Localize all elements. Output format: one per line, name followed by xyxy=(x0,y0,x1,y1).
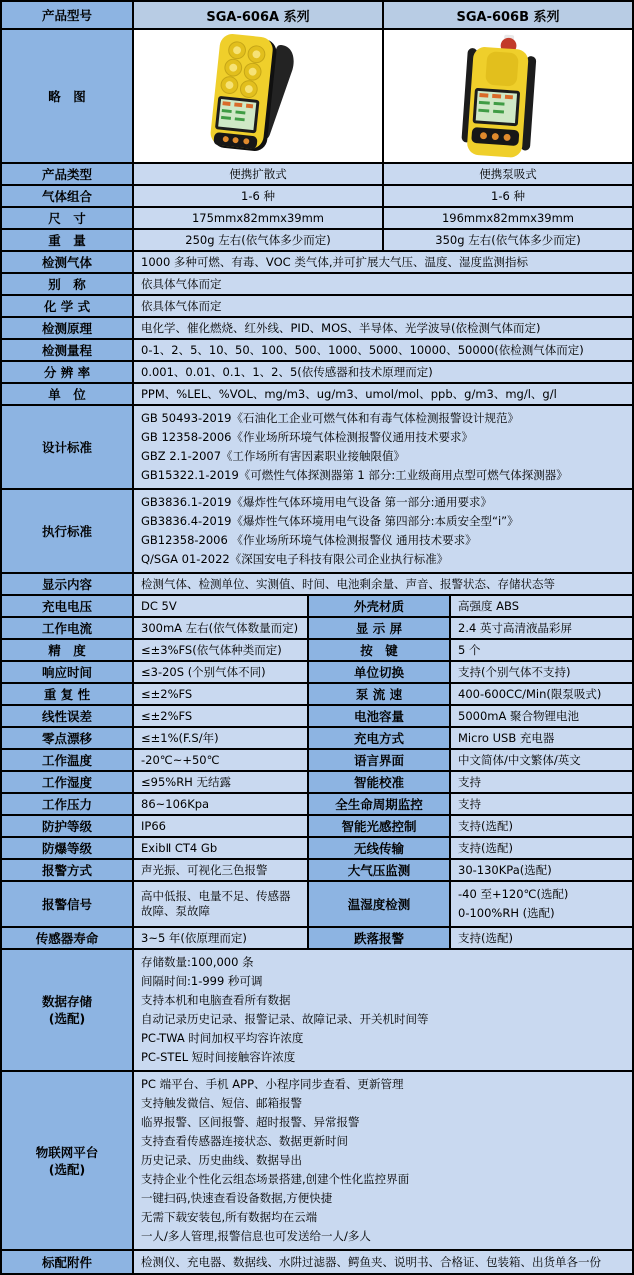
row-alarm-signal xyxy=(2,882,632,926)
value-zero-drift: ≤±1%(F.S/年) xyxy=(134,728,307,748)
row-working-temperature xyxy=(2,750,632,770)
exec-standard-line: GB3836.4-2019《爆炸性气体环境用电气设备 第四部分:本质安全型“i”》 xyxy=(141,514,519,528)
header-product-model-label: 产品型号 xyxy=(2,2,132,28)
row-precision xyxy=(2,640,632,660)
row-detection-range xyxy=(2,340,632,360)
header-series-b: SGA-606B 系列 xyxy=(384,2,632,28)
row-sensor-life xyxy=(2,928,632,948)
value-units: PPM、%LEL、%VOL、mg/m3、ug/m3、umol/mol、ppb、g/m3、mg/l、g/l xyxy=(134,384,632,404)
label-alarm-method: 报警方式 xyxy=(2,860,132,880)
row-working-current xyxy=(2,618,632,638)
label-dimensions: 尺 寸 xyxy=(2,208,132,228)
value-temp-humidity-detection xyxy=(451,882,632,926)
label-buttons: 按 键 xyxy=(309,640,449,660)
header-series-a: SGA-606A 系列 xyxy=(134,2,382,28)
data-storage-line: 自动记录历史记录、报警记录、故障记录、开关机时间等 xyxy=(141,1012,429,1026)
label-lifecycle-monitoring: 全生命周期监控 xyxy=(309,794,449,814)
row-weight xyxy=(2,230,632,250)
value-detected-gases: 1000 多种可燃、有毒、VOC 类气体,并可扩展大气压、温度、湿度监测指标 xyxy=(134,252,632,272)
row-display-content xyxy=(2,574,632,594)
value-product-type-b: 便携泵吸式 xyxy=(384,164,632,184)
row-detection-principle xyxy=(2,318,632,338)
value-charging-method: Micro USB 充电器 xyxy=(451,728,632,748)
label-response-time: 响应时间 xyxy=(2,662,132,682)
value-explosion-proof-rating: ExibⅡ CT4 Gb xyxy=(134,838,307,858)
data-storage-line: PC-STEL 短时间接触容许浓度 xyxy=(141,1050,296,1064)
label-working-current: 工作电流 xyxy=(2,618,132,638)
exec-standard-line: GB3836.1-2019《爆炸性气体环境用电气设备 第一部分:通用要求》 xyxy=(141,495,492,509)
data-storage-line: 支持本机和电脑查看所有数据 xyxy=(141,993,291,1007)
label-sketch: 略 图 xyxy=(2,30,132,162)
value-pump-flow: 400-600CC/Min(限泵吸式) xyxy=(451,684,632,704)
value-precision: ≤±3%FS(依气体种类而定) xyxy=(134,640,307,660)
label-alarm-signal: 报警信号 xyxy=(2,882,132,926)
iot-platform-line: PC 端平台、手机 APP、小程序同步查看、更新管理 xyxy=(141,1077,404,1091)
value-shell-material: 高强度 ABS xyxy=(451,596,632,616)
value-detection-range: 0-1、2、5、10、50、100、500、1000、5000、10000、50000(依检测气体而定) xyxy=(134,340,632,360)
row-protection-rating xyxy=(2,816,632,836)
label-zero-drift: 零点漂移 xyxy=(2,728,132,748)
header-row xyxy=(2,2,632,28)
label-battery-capacity: 电池容量 xyxy=(309,706,449,726)
value-data-storage xyxy=(134,950,632,1070)
value-dimensions-a: 175mmx82mmx39mm xyxy=(134,208,382,228)
row-charging-voltage xyxy=(2,596,632,616)
label-language-ui: 语言界面 xyxy=(309,750,449,770)
value-wireless-transmission: 支持(选配) xyxy=(451,838,632,858)
label-data-storage-line1: 数据存储 xyxy=(41,994,92,1009)
label-wireless-transmission: 无线传输 xyxy=(309,838,449,858)
label-iot-platform xyxy=(2,1072,132,1249)
value-charging-voltage: DC 5V xyxy=(134,596,307,616)
label-working-humidity: 工作湿度 xyxy=(2,772,132,792)
label-repeatability: 重 复 性 xyxy=(2,684,132,704)
value-display-content: 检测气体、检测单位、实测值、时间、电池剩余量、声音、报警状态、存储状态等 xyxy=(134,574,632,594)
temp-humidity-line: -40 至+120℃(选配) xyxy=(458,887,569,901)
label-units: 单 位 xyxy=(2,384,132,404)
row-data-storage xyxy=(2,950,632,1070)
label-detected-gases: 检测气体 xyxy=(2,252,132,272)
value-buttons: 5 个 xyxy=(451,640,632,660)
design-standard-line: GB 12358-2006《作业场所环境气体检测报警仪通用技术要求》 xyxy=(141,430,473,444)
value-weight-b: 350g 左右(依气体多少而定) xyxy=(384,230,632,250)
row-explosion-proof-rating xyxy=(2,838,632,858)
value-sensor-life: 3~5 年(依原理而定) xyxy=(134,928,307,948)
design-standard-line: GB15322.1-2019《可燃性气体探测器第 1 部分:工业级商用点型可燃气体探测器》 xyxy=(141,468,568,482)
label-chemical-formula: 化 学 式 xyxy=(2,296,132,316)
label-display-screen: 显 示 屏 xyxy=(309,618,449,638)
value-protection-rating: IP66 xyxy=(134,816,307,836)
label-detection-principle: 检测原理 xyxy=(2,318,132,338)
row-sketch xyxy=(2,30,632,162)
value-unit-switch: 支持(个别气体不支持) xyxy=(451,662,632,682)
value-response-time: ≤3-20S (个别气体不同) xyxy=(134,662,307,682)
value-working-humidity: ≤95%RH 无结露 xyxy=(134,772,307,792)
iot-platform-line: 一键扫码,快速查看设备数据,方便快捷 xyxy=(141,1191,333,1205)
value-product-type-a: 便携扩散式 xyxy=(134,164,382,184)
row-alias xyxy=(2,274,632,294)
row-gas-combination xyxy=(2,186,632,206)
row-response-time xyxy=(2,662,632,682)
iot-platform-line: 支持企业个性化云组态场景搭建,创建个性化监控界面 xyxy=(141,1172,410,1186)
temp-humidity-line: 0-100%RH (选配) xyxy=(458,906,555,920)
value-alias: 依具体气体而定 xyxy=(134,274,632,294)
value-display-screen: 2.4 英寸高清液晶彩屏 xyxy=(451,618,632,638)
value-dimensions-b: 196mmx82mmx39mm xyxy=(384,208,632,228)
iot-platform-line: 一人/多人管理,报警信息也可发送给一人/多人 xyxy=(141,1229,371,1243)
row-alarm-method xyxy=(2,860,632,880)
row-product-type xyxy=(2,164,632,184)
value-resolution: 0.001、0.01、0.1、1、2、5(依传感器和技术原理而定) xyxy=(134,362,632,382)
sga-606a-product-image xyxy=(158,33,358,159)
value-working-temperature: -20℃~+50℃ xyxy=(134,750,307,770)
label-display-content: 显示内容 xyxy=(2,574,132,594)
data-storage-line: 间隔时间:1-999 秒可调 xyxy=(141,974,263,988)
label-accessories: 标配附件 xyxy=(2,1251,132,1273)
label-pump-flow: 泵 流 速 xyxy=(309,684,449,704)
label-detection-range: 检测量程 xyxy=(2,340,132,360)
value-repeatability: ≤±2%FS xyxy=(134,684,307,704)
label-light-sensing-control: 智能光感控制 xyxy=(309,816,449,836)
design-standard-line: GB 50493-2019《石油化工企业可燃气体和有毒气体检测报警设计规范》 xyxy=(141,411,519,425)
label-design-standards: 设计标准 xyxy=(2,406,132,488)
value-design-standards xyxy=(134,406,632,488)
label-iot-platform-line2: (选配) xyxy=(48,1161,86,1177)
sga-606b-product-image xyxy=(408,33,608,159)
label-working-pressure: 工作压力 xyxy=(2,794,132,814)
design-standard-line: GBZ 2.1-2007《工作场所有害因素职业接触限值》 xyxy=(141,449,406,463)
value-battery-capacity: 5000mA 聚合物锂电池 xyxy=(451,706,632,726)
label-data-storage xyxy=(2,950,132,1070)
label-working-temperature: 工作温度 xyxy=(2,750,132,770)
exec-standard-line: GB12358-2006 《作业场所环境气体检测报警仪 通用技术要求》 xyxy=(141,533,477,547)
label-alias: 别 称 xyxy=(2,274,132,294)
iot-platform-line: 无需下载安装包,所有数据均在云端 xyxy=(141,1210,318,1224)
value-smart-calibration: 支持 xyxy=(451,772,632,792)
label-drop-alarm: 跌落报警 xyxy=(309,928,449,948)
label-explosion-proof-rating: 防爆等级 xyxy=(2,838,132,858)
label-precision: 精 度 xyxy=(2,640,132,660)
iot-platform-line: 支持触发微信、短信、邮箱报警 xyxy=(141,1096,302,1110)
label-shell-material: 外壳材质 xyxy=(309,596,449,616)
label-charging-voltage: 充电电压 xyxy=(2,596,132,616)
value-exec-standards xyxy=(134,490,632,572)
label-resolution: 分 辨 率 xyxy=(2,362,132,382)
label-data-storage-line2: (选配) xyxy=(48,1011,86,1026)
row-detected-gases xyxy=(2,252,632,272)
data-storage-line: PC-TWA 时间加权平均容许浓度 xyxy=(141,1031,304,1045)
label-exec-standards: 执行标准 xyxy=(2,490,132,572)
value-drop-alarm: 支持(选配) xyxy=(451,928,632,948)
label-gas-combination: 气体组合 xyxy=(2,186,132,206)
label-temp-humidity-detection: 温湿度检测 xyxy=(309,882,449,926)
value-gas-combination-b: 1-6 种 xyxy=(384,186,632,206)
data-storage-line: 存储数量:100,000 条 xyxy=(141,955,254,969)
photo-cell-sga606a xyxy=(134,30,382,162)
row-chemical-formula xyxy=(2,296,632,316)
row-working-pressure xyxy=(2,794,632,814)
label-product-type: 产品类型 xyxy=(2,164,132,184)
value-alarm-signal: 高中低报、电量不足、传感器故障、泵故障 xyxy=(134,882,307,926)
exec-standard-line: Q/SGA 01-2022《深国安电子科技有限公司企业执行标准》 xyxy=(141,552,449,566)
row-zero-drift xyxy=(2,728,632,748)
row-iot-platform xyxy=(2,1072,632,1249)
label-charging-method: 充电方式 xyxy=(309,728,449,748)
row-design-standards xyxy=(2,406,632,488)
iot-platform-line: 临界报警、区间报警、超时报警、异常报警 xyxy=(141,1115,360,1129)
photo-cell-sga606b xyxy=(384,30,632,162)
value-linearity-error: ≤±2%FS xyxy=(134,706,307,726)
iot-platform-line: 历史记录、历史曲线、数据导出 xyxy=(141,1153,302,1167)
value-language-ui: 中文简体/中文繁体/英文 xyxy=(451,750,632,770)
label-protection-rating: 防护等级 xyxy=(2,816,132,836)
value-alarm-method: 声光振、可视化三色报警 xyxy=(134,860,307,880)
label-weight: 重 量 xyxy=(2,230,132,250)
value-working-current: 300mA 左右(依气体数量而定) xyxy=(134,618,307,638)
row-linearity-error xyxy=(2,706,632,726)
row-exec-standards xyxy=(2,490,632,572)
row-accessories xyxy=(2,1251,632,1273)
label-barometric-monitoring: 大气压监测 xyxy=(309,860,449,880)
label-smart-calibration: 智能校准 xyxy=(309,772,449,792)
label-iot-platform-line1: 物联网平台 xyxy=(35,1144,99,1160)
label-sensor-life: 传感器寿命 xyxy=(2,928,132,948)
value-light-sensing-control: 支持(选配) xyxy=(451,816,632,836)
value-weight-a: 250g 左右(依气体多少而定) xyxy=(134,230,382,250)
value-chemical-formula: 依具体气体而定 xyxy=(134,296,632,316)
row-dimensions xyxy=(2,208,632,228)
value-iot-platform xyxy=(134,1072,632,1249)
value-lifecycle-monitoring: 支持 xyxy=(451,794,632,814)
value-accessories: 检测仪、充电器、数据线、水阱过滤器、鳄鱼夹、说明书、合格证、包装箱、出货单各一份 xyxy=(134,1251,632,1273)
label-unit-switch: 单位切换 xyxy=(309,662,449,682)
iot-platform-line: 支持查看传感器连接状态、数据更新时间 xyxy=(141,1134,348,1148)
label-linearity-error: 线性误差 xyxy=(2,706,132,726)
value-detection-principle: 电化学、催化燃烧、红外线、PID、MOS、半导体、光学波导(依检测气体而定) xyxy=(134,318,632,338)
row-resolution xyxy=(2,362,632,382)
value-barometric-monitoring: 30-130KPa(选配) xyxy=(451,860,632,880)
value-gas-combination-a: 1-6 种 xyxy=(134,186,382,206)
value-working-pressure: 86~106Kpa xyxy=(134,794,307,814)
row-units xyxy=(2,384,632,404)
row-repeatability xyxy=(2,684,632,704)
row-working-humidity xyxy=(2,772,632,792)
